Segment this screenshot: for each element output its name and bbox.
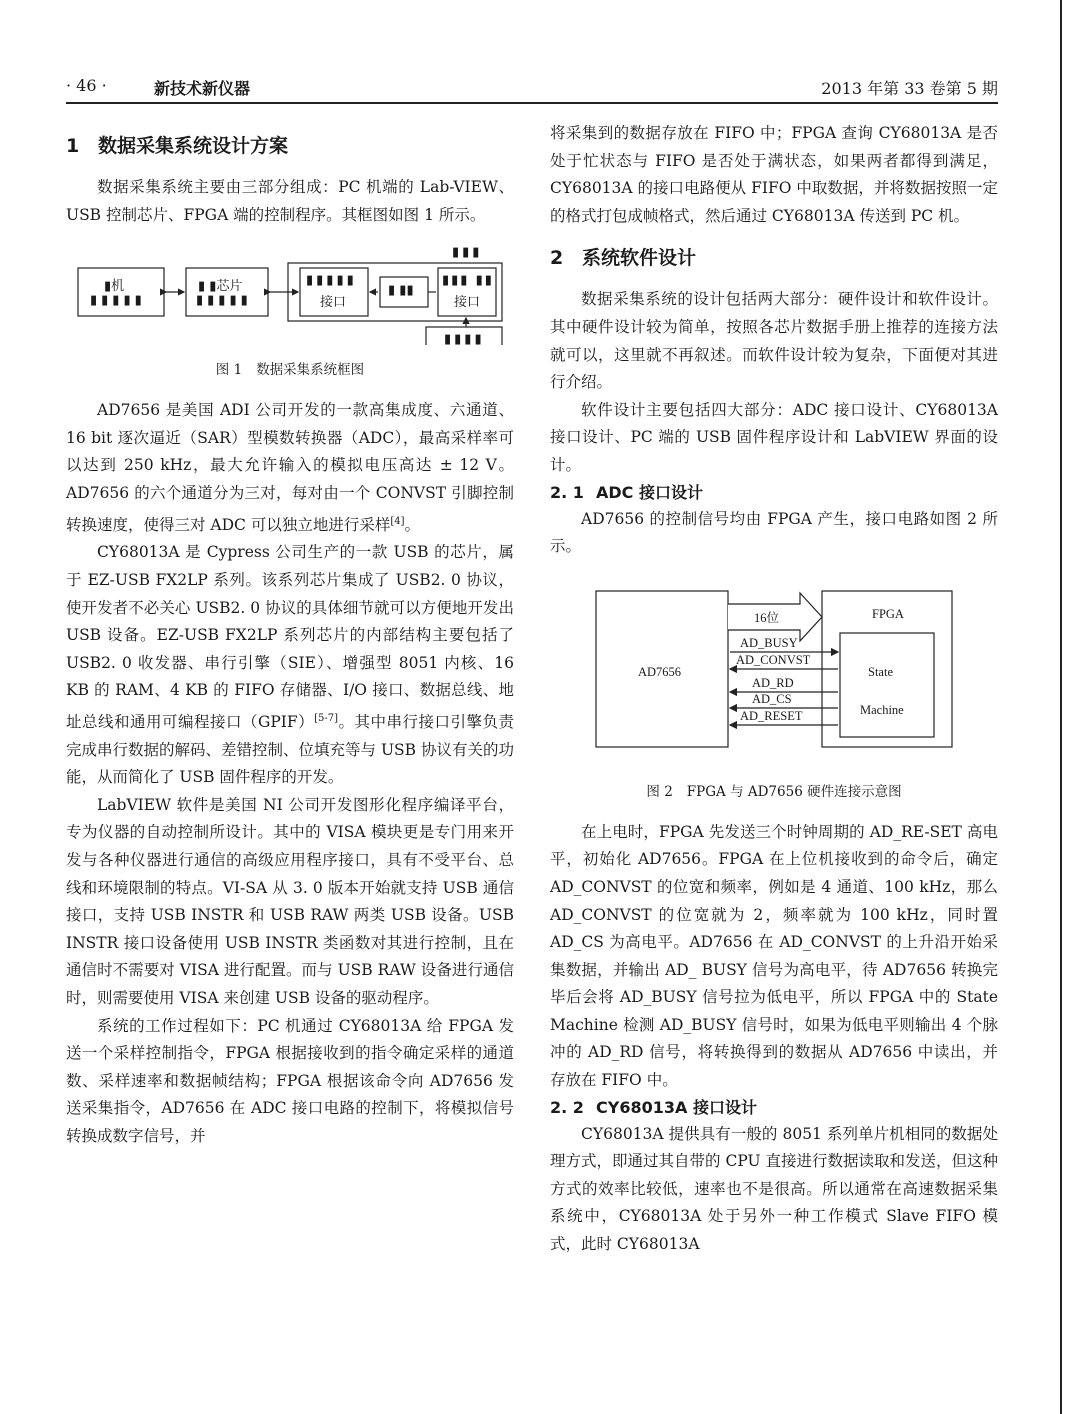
figure-number: 图 2 xyxy=(646,783,673,800)
subsection-number: 2. 1 xyxy=(550,482,584,502)
signal-ad-rd: AD_RD xyxy=(752,675,794,690)
citation: [5-7] xyxy=(314,712,339,724)
paragraph: CY68013A 提供具有一般的 8051 系列单片机相同的数据处理方式，即通过其自带的 CPU 直接进行数据读取和发送，但这种方式的效率比较低，速率也不是很高。所以通常在高速数据采集系统中，CY68013A 处于另外一种工作模式 Slave FIFO 模式，此时 CY68013A xyxy=(550,1124,998,1254)
paragraph: LabVIEW 软件是美国 NI 公司开发图形化程序编译平台，专为仪器的自动控制所设计。其中的 VISA 模块更是专门用来开发与各种仪器进行通信的高级应用程序接口，具有不受平台、总线和环境限制的特点。VI-SA 从 3. 0 版本开始就支持 USB 通信接口，支持 USB INSTR 和 USB RAW 两类 USB 设备。USB INSTR 接口设备使用 USB INSTR 类函数对其进行控制，且在通信时不需要对 VISA 进行配置。而与 USB RAW 设备进行通信时，则需要使用 VISA 来创建 USB 设备的驱动程序。 xyxy=(66,795,514,1007)
left-column xyxy=(66,120,514,1151)
citation: [4] xyxy=(390,515,405,527)
running-header xyxy=(66,74,998,100)
journal-name: 新技术新仪器 xyxy=(154,79,251,98)
page-number: · 46 · xyxy=(66,76,107,95)
page-edge-line xyxy=(1060,0,1062,1414)
usb-chip-sublabel: ▮▮▮▮▮ xyxy=(196,293,252,309)
ad7656-label: AD7656 xyxy=(638,664,682,679)
journal-issue: 2013 年第 33 卷第 5 期 xyxy=(821,79,998,98)
signal-ad-cs: AD_CS xyxy=(752,691,792,706)
interface-1-toplabel: ▮▮▮▮▮ xyxy=(306,273,357,289)
adc-label: ▮▮▮▮ xyxy=(444,332,485,348)
section-title: 系统软件设计 xyxy=(582,247,697,270)
paragraph: 数据采集系统主要由三部分组成：PC 机端的 Lab-VIEW、USB 控制芯片、FPGA 端的控制程序。其框图如图 1 所示。 xyxy=(66,178,514,224)
paragraph: 软件设计主要包括四大部分：ADC 接口设计、CY68013A 接口设计、PC 端的 USB 固件程序设计和 LabVIEW 界面的设计。 xyxy=(550,400,998,474)
fpga-label: ▮▮▮ xyxy=(452,245,483,261)
paragraph: 在上电时，FPGA 先发送三个时钟周期的 AD_RE-SET 高电平，初始化 AD7656。FPGA 在上位机接收到的命令后，确定 AD_CONVST 的位宽和频率，例如是 4 通道、100 kHz，那么 AD_CONVST 的位宽就为 2，频率就为 100 kHz，同时置 AD_CS 为高电平。AD7656 在 AD_CONVST 的上升沿开始采集数据，并输出 AD_ BUSY 信号为高电平，待 AD7656 转换完毕后会将 AD_BUSY 信号拉为低电平，所以 FPGA 中的 State Machine 检测 AD_BUSY 信号时，如果为低电平则输出 4 个脉冲的 AD_RD 信号，将转换得到的数据从 AD7656 中读出，并存放在 FIFO 中。 xyxy=(550,822,998,1090)
subsection-heading-2-2 xyxy=(550,1095,998,1121)
fifo-label: ▮ ▮▮ xyxy=(388,283,414,299)
pc-label: ▮机 xyxy=(104,279,125,295)
signal-ad-busy: AD_BUSY xyxy=(740,635,798,650)
interface-2-label: 接口 xyxy=(454,295,481,311)
usb-chip-label: ▮ ▮芯片 xyxy=(198,279,243,295)
paragraph: CY68013A 是 Cypress 公司生产的一款 USB 的芯片，属于 EZ-USB FX2LP 系列。该系列芯片集成了 USB2. 0 协议，使开发者不必关心 USB2. 0 协议的具体细节就可以方便地开发出 USB 设备。EZ-USB FX2LP 系列芯片的内部结构主要包括了 USB2. 0 收发器、串行引擎（SIE）、增强型 8051 内核、16 KB 的 RAM、4 KB 的 FIFO 存储器、I/O 接口、数据总线、地址总线和通用可编程接口（GPIF）[5-7]。其中串行接口引擎负责完成串行数据的解码、差错控制、位填充等与 USB 协议有关的功能，从而简化了 USB 固件程序的开发。 xyxy=(66,543,514,787)
pc-sublabel: ▮▮▮▮▮ xyxy=(90,293,146,309)
figure-1-graphic xyxy=(66,235,514,348)
section-heading-1 xyxy=(66,132,514,160)
paragraph: AD7656 是美国 ADI 公司开发的一款高集成度、六通道、16 bit 逐次逼近（SAR）型模数转换器（ADC），最高采样率可以达到 250 kHz，最大允许输入的模拟电压高达 ± 12 V。AD7656 的六个通道分为三对，每对由一个 CONVST 引脚控制转换速度，使得三对 ADC 可以独立地进行采样[4]。 xyxy=(66,401,514,534)
paragraph: AD7656 的控制信号均由 FPGA 产生，接口电路如图 2 所示。 xyxy=(550,509,998,556)
subsection-heading-2-1 xyxy=(550,480,998,506)
figure-caption-text: 数据采集系统框图 xyxy=(256,362,365,379)
machine-label: Machine xyxy=(860,702,904,717)
paragraph: 将采集到的数据存放在 FIFO 中；FPGA 查询 CY68013A 是否处于忙状态与 FIFO 是否处于满状态，如果两者都得到满足，CY68013A 的接口电路便从 FIFO 中取数据，并将数据按照一定的格式打包成帧格式，然后通过 CY68013A 传送到 PC 机。 xyxy=(550,124,998,225)
paragraph: 数据采集系统的设计包括两大部分：硬件设计和软件设计。其中硬件设计较为简单，按照各芯片数据手册上推荐的连接方法就可以，这里就不再叙述。而软件设计较为复杂，下面便对其进行介绍。 xyxy=(550,290,998,392)
subsection-title: ADC 接口设计 xyxy=(596,482,703,502)
interface-2-toplabel: ▮▮▮ ▮▮ xyxy=(442,273,494,289)
right-column xyxy=(550,120,998,1259)
figure-2-caption xyxy=(550,779,998,805)
figure-caption-text: FPGA 与 AD7656 硬件连接示意图 xyxy=(686,783,902,800)
section-heading-2 xyxy=(550,244,998,272)
paragraph: 系统的工作过程如下：PC 机通过 CY68013A 给 FPGA 发送一个采样控制指令，FPGA 根据接收到的指令确定采样的通道数、采样速率和数据帧结构；FPGA 根据该命令向 AD7656 发送采集指令，AD7656 在 ADC 接口电路的控制下，将模拟信号转换成数字信号，并 xyxy=(66,1016,514,1145)
figure-2-diagram xyxy=(550,579,998,775)
signal-ad-convst: AD_CONVST xyxy=(736,652,811,667)
section-title: 数据采集系统设计方案 xyxy=(98,135,289,157)
state-machine-box xyxy=(840,633,934,737)
figure-1-caption xyxy=(66,357,514,383)
figure-number: 图 1 xyxy=(215,362,243,379)
fpga-label: FPGA xyxy=(872,606,904,621)
subsection-title: CY68013A 接口设计 xyxy=(596,1097,757,1117)
bus-width-label: 16位 xyxy=(754,610,780,625)
state-label: State xyxy=(868,664,893,679)
interface-1-label: 接口 xyxy=(320,295,347,311)
subsection-number: 2. 2 xyxy=(550,1097,584,1117)
header-rule xyxy=(66,102,998,104)
section-number: 1 xyxy=(66,135,80,157)
section-number: 2 xyxy=(550,247,564,270)
figure-1-block-diagram xyxy=(66,235,514,348)
signal-ad-reset: AD_RESET xyxy=(740,708,803,723)
